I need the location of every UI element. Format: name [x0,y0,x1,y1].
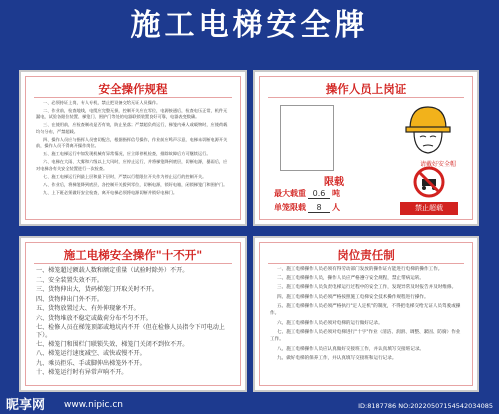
list-item: 四、货物伸出门外不开。 [36,295,104,303]
ten-nots-list [36,266,232,378]
duty-paragraph: 二、施工电梯操作人员，操作人员应严格遵守安全规程，禁止带病运转。 [277,276,425,282]
list-item: 七、梯笼门和围栏门联锁失效、梯笼门关闭不到位不开。 [36,340,189,348]
no-overload-icon [412,165,446,199]
rule-paragraph: 二、作业前，检查地线，电缆应完整无损，控制开关应在零位，电源接通后，检查电压正常，机件无漏电，试验各限位装置、梯笼门、围护门等处的电器联锁装置良好可靠，电器表变数确。 [36,108,228,120]
single-limit-row [274,202,394,213]
rule-paragraph: 五、施工电梯运行中如发现机械有异常情况，应立即停机检查，排除故障后方可继续运行。 [43,151,211,157]
list-item: 一、梯笼超过额载人数和额定重量（试验时除外）不开。 [36,267,189,274]
single-limit-value: 8 [308,203,330,213]
duty-paragraph: 七、施工电梯操作人员必须对电梯进行"十字"作业（清洁、润滑、调整、紧固、防腐）作业工作。 [270,329,461,343]
duty-heading: 岗位责任制 [268,247,464,264]
ten-nots-heading: 施工电梯安全操作"十不开" [34,247,232,264]
panel-border [259,76,473,220]
safety-rules-panel [19,70,247,226]
duty-paragraph: 五、施工电梯操作人员必须严格执行"定人定机"的制度，不得把电梯交给无证人员驾驶或操作。 [270,303,461,317]
duty-text [270,266,462,362]
operator-heading: 操作人员上岗证 [268,81,464,98]
list-item: 十、梯笼运行时有异常声响不开。 [36,369,128,377]
ten-nots-panel [19,236,247,392]
safety-rules-text [36,100,230,196]
max-load-value: 0.6 [308,189,330,199]
rule-paragraph: 四、操作人员应与指挥人员密切配合，根据指挥信号操作，作业前应鸣声示意，电梯未切断电源开关前，操作人员不得离开操作岗位。 [36,136,228,149]
helmet-warning-text: 请戴好安全帽 [419,161,456,168]
panel-border [25,242,241,386]
duty-paragraph: 三、施工电梯操作人员负责电梯运行过程中的安全工作，发现异常及时报告并及时维修。 [277,285,457,291]
max-load-row [274,188,394,199]
worker-helmet-icon [396,99,460,159]
duty-paragraph: 九、做好电梯的保养工作，并认真填写交接班和运行记录。 [277,355,397,361]
watermark-bar [0,394,499,414]
list-item: 八、梯笼运行速度减空、或快或慢不开。 [36,350,146,358]
operator-certificate-panel [253,70,479,226]
page-title: 施工电梯安全牌 [130,8,369,43]
single-limit-label: 单笼限载 [274,203,306,212]
max-load-unit: 吨 [332,189,340,198]
rule-paragraph: 八、作业后，将梯笼降到底层，各控制开关拨到零位，切断电源，锁好电箱，闭锁梯笼门和围护门。 [43,181,228,187]
rule-paragraph: 六、电梯在大雨、大雾和六级以上大风时，应停止运行，并将梯笼降到底层，切断电源，暴雨后，应对电梯各有关安全装置进行一次检查。 [36,159,228,171]
panel-border [259,242,473,386]
list-item: 六、货物堆放不稳定或截荷分布不匀不开。 [36,314,152,322]
list-item: 九、乘员拒乐、手或脚伸出梯笼外不开。 [36,359,146,367]
no-overload-badge: 禁止超载 [400,202,458,215]
list-item: 二、安全装置失效不开。 [36,276,104,284]
rule-paragraph: 一、必须持证上岗，专人专机，禁止把设备交给无证人员操作。 [43,100,161,105]
watermark-url: www.nipic.cn [64,400,123,410]
duty-panel [253,236,479,392]
watermark-image-id: ID:8187786 NO:20220507154542034085 [358,402,493,410]
duty-paragraph: 六、施工电梯操作人员必须对电梯的运行做好记录。 [277,320,383,326]
duty-paragraph: 一、施工电梯操作人员必须有得劳动部门发放的操作证方能进行电梯的操作工作。 [277,267,443,272]
rule-paragraph: 九、上下班必须做好安全检查，离开电梯必须将电源切断并锁好电梯门。 [43,189,178,195]
panel-border [25,76,241,220]
duty-paragraph: 八、施工电梯操作人员应认真做好交接班工作，并认真填写交接班记录。 [277,346,425,352]
rule-paragraph: 三、在使用前，应检查制动是否有效，防止坠落；严禁超负荷运行，梯笼内乘人或载物时，应使荷载均匀分布，严禁超载。 [36,122,228,134]
photo-placeholder [280,105,334,171]
watermark-logo: 昵享网 [6,398,46,413]
list-item: 三、货物伸出大，货码梯笼门开取关时不开。 [36,286,158,294]
limit-label: 限载 [324,177,344,188]
max-load-label: 最大载重 [274,189,306,198]
duty-paragraph: 四、施工电梯操作人员必须严格按照施工电梯安全技术操作规程进行操作。 [277,294,429,300]
list-item: 七、检修人员在梯笼顶部或地坑内不开（但在检修人员指令下可电动上下）。 [36,323,225,339]
rule-paragraph: 七、施工电梯运行到最上层和最下层时，严禁以行程限位开关作为停止运行的控制开关。 [43,173,207,179]
safety-rules-heading: 安全操作规程 [34,81,232,98]
list-item: 五、货物放置过大、有外伸现象不开。 [36,305,140,313]
single-limit-unit: 人 [332,203,340,212]
